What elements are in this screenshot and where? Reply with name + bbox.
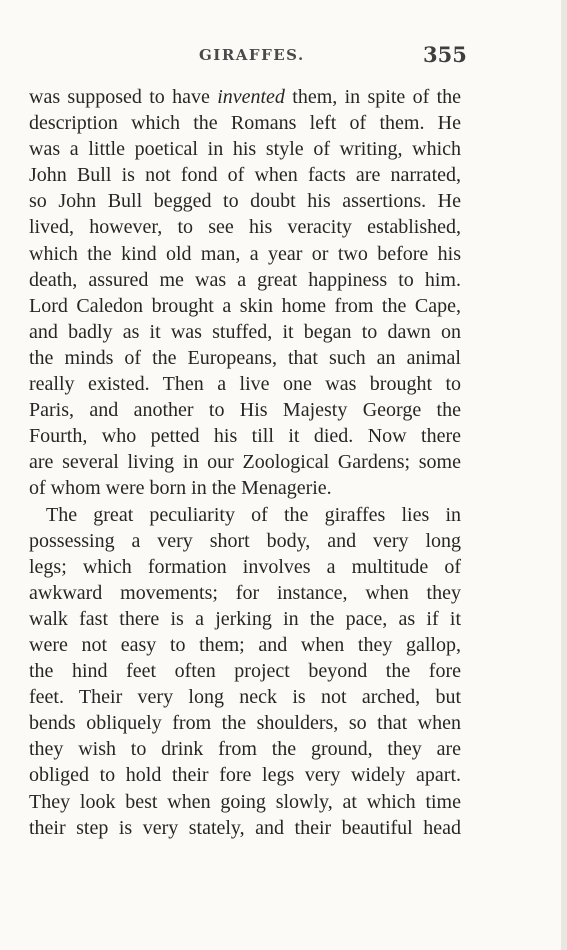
text-line: feet. Their very long neck is not arched, but bbox=[29, 686, 461, 709]
text-line: Paris, and another to His Majesty George the bbox=[29, 399, 461, 422]
text-line: which the kind old man, a year or two before his bbox=[29, 242, 461, 265]
text-line: was a little poetical in his style of writing, which bbox=[29, 138, 461, 161]
text-line: lived, however, to see his veracity established, bbox=[29, 216, 461, 239]
text-line: They look best when going slowly, at which time bbox=[29, 790, 461, 813]
text-line: the minds of the Europeans, that such an animal bbox=[29, 346, 461, 369]
text-line: The great peculiarity of the giraffes lies in bbox=[46, 503, 461, 526]
text-line: possessing a very short body, and very long bbox=[29, 529, 461, 552]
text-line: their step is very stately, and their beautiful head bbox=[29, 816, 461, 839]
running-title: GIRAFFES. bbox=[199, 46, 305, 64]
text-line: so John Bull begged to doubt his assertions. He bbox=[29, 190, 461, 213]
text-line: legs; which formation involves a multitude of bbox=[29, 555, 461, 578]
text-line: obliged to hold their fore legs very widely apart. bbox=[29, 764, 461, 787]
text-line: the hind feet often project beyond the fore bbox=[29, 660, 461, 683]
emphasized-word: invented bbox=[217, 86, 285, 108]
text-line: bends obliquely from the shoulders, so that when bbox=[29, 712, 461, 735]
text-line: awkward movements; for instance, when they bbox=[29, 581, 461, 604]
page-number: 355 bbox=[423, 42, 467, 67]
text-line: John Bull is not fond of when facts are narrated, bbox=[29, 164, 461, 187]
text-line: of whom were born in the Menagerie. bbox=[29, 477, 332, 500]
text-line: walk fast there is a jerking in the pace, as if it bbox=[29, 607, 461, 630]
text-line: death, assured me was a great happiness to him. bbox=[29, 268, 461, 291]
text-line: description which the Romans left of them. He bbox=[29, 112, 461, 135]
text-line: and badly as it was stuffed, it began to dawn on bbox=[29, 320, 461, 343]
text-line: were not easy to them; and when they gallop, bbox=[29, 633, 461, 656]
page-edge-shadow bbox=[561, 0, 567, 950]
text-line: they wish to drink from the ground, they are bbox=[29, 738, 461, 761]
body-text bbox=[29, 84, 461, 841]
text-line: are several living in our Zoological Gardens; some bbox=[29, 451, 461, 474]
text-line: Fourth, who petted his till it died. Now there bbox=[29, 425, 461, 448]
page-header bbox=[0, 42, 567, 72]
text-line: Lord Caledon brought a skin home from the Cape, bbox=[29, 294, 461, 317]
text-line: was supposed to have invented them, in spite of the bbox=[29, 86, 462, 108]
text-line: really existed. Then a live one was brought to bbox=[29, 373, 461, 396]
